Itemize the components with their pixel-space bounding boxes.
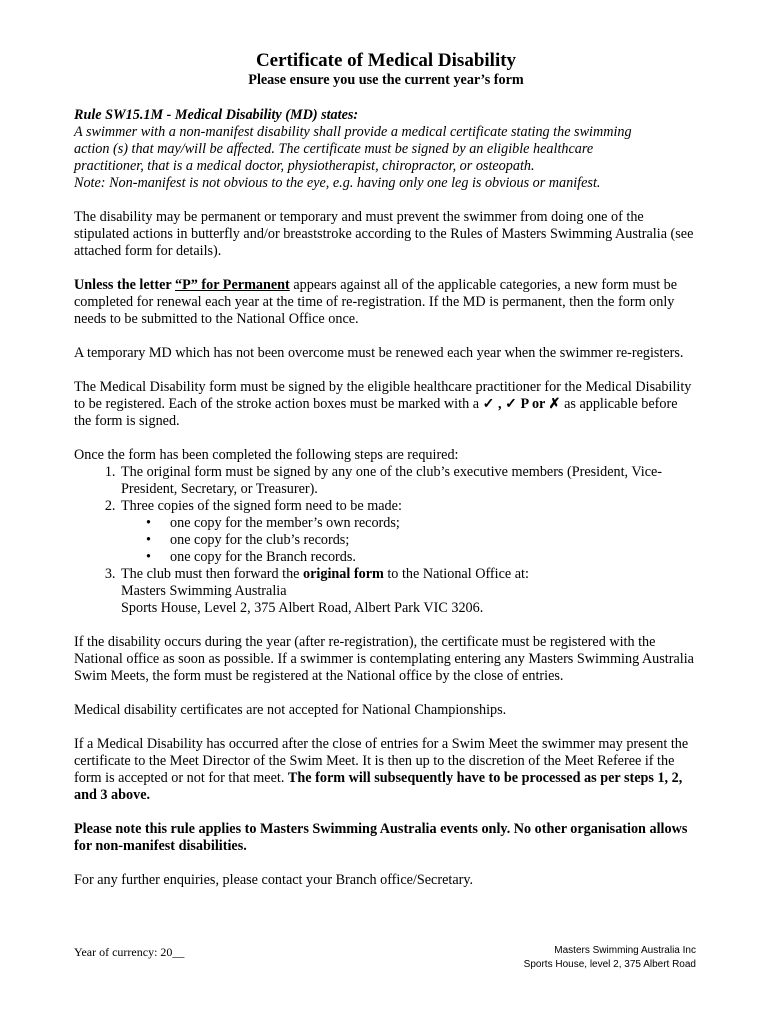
signing-tail: as applicable before the form is signed. [74, 396, 678, 429]
step-item [119, 498, 698, 566]
document-page [74, 50, 698, 906]
bullet-icon: • [146, 549, 151, 565]
step-2-text: Three copies of the signed form need to be made: [121, 498, 402, 514]
step-3-bold: original form [303, 566, 384, 582]
address-line: Sports House, Level 2, 375 Albert Road, Albert Park VIC 3206. [121, 600, 484, 616]
renewal-lead: Unless the letter [74, 277, 175, 293]
step-1-text: The original form must be signed by any one of the club’s executive members (President, Vice-President, Secretary, or Treasurer). [121, 464, 663, 497]
late-entries-text: If a Medical Disability has occurred after the close of entries for a Swim Meet the swimmer may present the certificate to the Meet Director of the Swim Meet. It is then up to the discretion of the Meet Referee if the form is accepted or not for that meet. [74, 736, 689, 786]
step-item [119, 566, 698, 617]
paragraph-championships: Medical disability certificates are not accepted for National Championships. [74, 702, 507, 718]
list-item: • one copy for the Branch records. [146, 549, 356, 565]
list-item: • one copy for the member’s own records; [146, 515, 400, 531]
page-title: Certificate of Medical Disability [255, 50, 517, 71]
bullet-icon: • [146, 532, 151, 548]
rule-line: action (s) that may/will be affected. The certificate must be signed by an eligible healthcare [74, 141, 594, 157]
footer-org-address: Sports House, level 2, 375 Albert Road [523, 959, 696, 970]
list-item: • one copy for the club’s records; [146, 532, 350, 548]
signing-text: The Medical Disability form must be signed by the eligible healthcare practitioner for the Medical Disability to be registered. Each of the stroke action boxes must be marked with a [74, 379, 692, 412]
national-office-address [121, 583, 698, 617]
paragraph-signing [74, 379, 698, 430]
step-item [119, 464, 698, 498]
steps-list [74, 464, 698, 617]
paragraph-enquiries: For any further enquiries, please contact your Branch office/Secretary. [74, 872, 474, 888]
steps-section [74, 447, 698, 617]
paragraph-temporary: A temporary MD which has not been overcome must be renewed each year when the swimmer re-registers. [74, 345, 684, 361]
paragraph-scope-note: Please note this rule applies to Masters Swimming Australia events only. No other organisation allows for non-manifest disabilities. [74, 821, 688, 854]
paragraph-disability-type: The disability may be permanent or temporary and must prevent the swimmer from doing one of the stipulated actions in butterfly and/or breaststroke according to the Rules of Masters Swimming Australia (see attached form for details). [74, 209, 694, 259]
copies-list [121, 515, 698, 566]
rule-note: Note: Non-manifest is not obvious to the eye, e.g. having only one leg is obvious or manifest. [74, 175, 601, 191]
paragraph-late-entries [74, 736, 698, 804]
rule-statement [74, 107, 698, 192]
paragraph-renewal [74, 277, 698, 328]
footer-year: Year of currency: 20__ [74, 945, 185, 959]
rule-line: practitioner, that is a medical doctor, physiotherapist, chiropractor, or osteopath. [74, 158, 535, 174]
steps-intro: Once the form has been completed the following steps are required: [74, 447, 459, 463]
address-line: Masters Swimming Australia [121, 583, 287, 599]
mark-symbols: ✓ , ✓ P or ✗ [482, 396, 561, 412]
step-3-lead: The club must then forward the [121, 566, 304, 582]
step-3-tail: to the National Office at: [383, 566, 529, 582]
page-subtitle: Please ensure you use the current year’s form [248, 72, 524, 88]
bullet-icon: • [146, 515, 151, 531]
footer-org-name: Masters Swimming Australia Inc [554, 945, 696, 956]
rule-line: A swimmer with a non-manifest disability shall provide a medical certificate stating the swimming [74, 124, 632, 140]
paragraph-mid-year: If the disability occurs during the year (after re-registration), the certificate must be registered with the National office as soon as possible. If a swimmer is contemplating entering any Masters Swimming Australia Swim Meets, the form must be registered at the National office by the close of entries. [74, 634, 694, 684]
renewal-rest: appears against all of the applicable categories, a new form must be completed for renewal each year at the time of re-registration. If the MD is permanent, then the form only needs to be submitted to the National Office once. [74, 277, 678, 327]
late-entries-bold: The form will subsequently have to be processed as per steps 1, 2, and 3 above. [74, 770, 683, 803]
rule-heading: Rule SW15.1M - Medical Disability (MD) states: [74, 107, 359, 123]
permanent-letter: “P” for Permanent [175, 277, 290, 293]
footer-organisation [524, 944, 696, 972]
